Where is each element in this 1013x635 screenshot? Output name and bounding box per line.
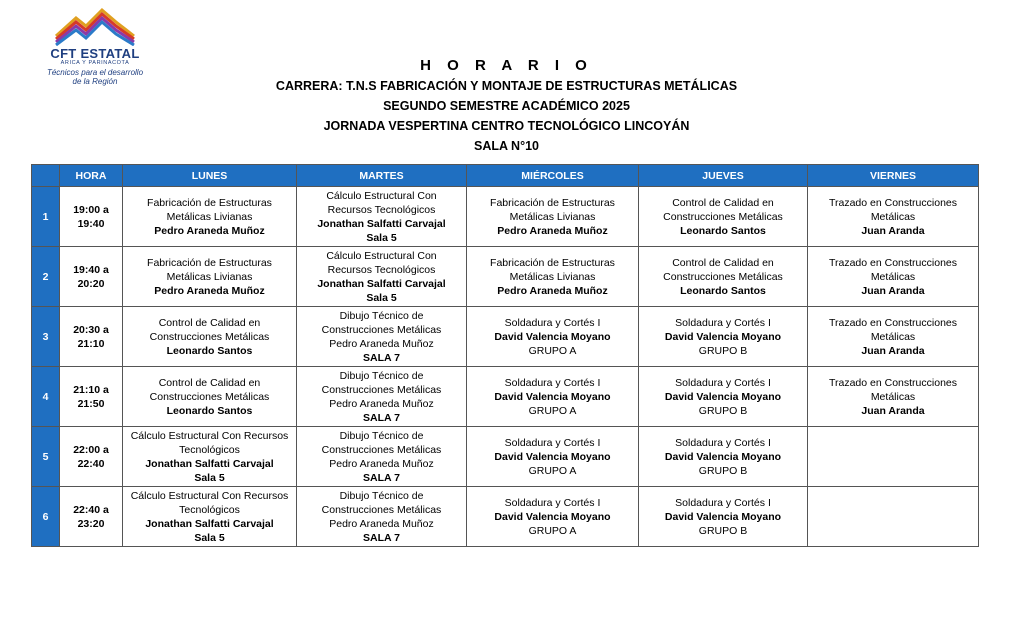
class-line: Pedro Araneda Muñoz (154, 284, 265, 297)
class-cell-lunes (123, 427, 297, 487)
class-line: Construcciones Metálicas (149, 330, 270, 343)
shift-title: JORNADA VESPERTINA CENTRO TECNOLÓGICO LINCOYÁN (323, 119, 690, 133)
class-line: Pedro Araneda Muñoz (329, 517, 434, 530)
class-line: Control de Calidad en (158, 316, 261, 329)
class-line: Control de Calidad en (672, 256, 774, 269)
class-line: Cálculo Estructural Con (326, 189, 437, 202)
header-cell-lunes: LUNES (123, 165, 297, 187)
class-line: Dibujo Técnico de (339, 489, 424, 502)
header-cell-jueves: JUEVES (639, 165, 808, 187)
class-line: Soldadura y Cortés I (675, 376, 771, 389)
class-cell-viernes (808, 487, 979, 547)
time-line: 22:40 a (73, 503, 109, 516)
class-line: Pedro Araneda Muñoz (329, 457, 434, 470)
class-cell-viernes (808, 367, 979, 427)
class-line: Fabricación de Estructuras (490, 256, 615, 269)
table-row (32, 307, 979, 367)
class-line: Jonathan Salfatti Carvajal (145, 457, 274, 470)
class-line: Soldadura y Cortés I (675, 316, 771, 329)
time-cell (60, 427, 123, 487)
class-cell-viernes (808, 187, 979, 247)
class-line: GRUPO A (528, 344, 577, 357)
class-cell-martes (297, 487, 467, 547)
career-title: CARRERA: T.N.S FABRICACIÓN Y MONTAJE DE ESTRUCTURAS METÁLICAS (275, 79, 738, 93)
class-line: Fabricación de Estructuras (147, 196, 272, 209)
class-line: Trazado en Construcciones (828, 376, 957, 389)
class-line: Metálicas Livianas (509, 210, 596, 223)
class-line: Recursos Tecnológicos (327, 203, 436, 216)
class-line: Trazado en Construcciones (828, 316, 957, 329)
header-cell-miercoles: MIÉRCOLES (467, 165, 639, 187)
class-line: Construcciones Metálicas (663, 210, 783, 223)
header-row (32, 165, 979, 187)
class-line: Juan Aranda (861, 404, 925, 417)
time-line: 22:40 (77, 457, 105, 470)
table-row (32, 367, 979, 427)
table-row (32, 187, 979, 247)
class-line: Sala 5 (366, 231, 397, 244)
class-line: Trazado en Construcciones (828, 256, 957, 269)
class-cell-martes (297, 187, 467, 247)
class-cell-viernes (808, 247, 979, 307)
class-line: GRUPO A (528, 464, 577, 477)
class-cell-lunes (123, 187, 297, 247)
class-line: Tecnológicos (179, 503, 240, 516)
class-line: Soldadura y Cortés I (504, 316, 601, 329)
class-line: Construcciones Metálicas (321, 323, 442, 336)
time-cell (60, 487, 123, 547)
class-cell-miercoles (467, 187, 639, 247)
class-line: David Valencia Moyano (494, 330, 611, 343)
class-cell-lunes (123, 247, 297, 307)
class-line: Fabricación de Estructuras (147, 256, 272, 269)
time-line: 22:00 a (73, 443, 109, 456)
logo-tagline-line: Técnicos para el desarrollo (46, 68, 144, 77)
class-line: GRUPO B (698, 404, 748, 417)
class-line: Metálicas Livianas (166, 270, 253, 283)
class-line: GRUPO B (698, 464, 748, 477)
class-line: Jonathan Salfatti Carvajal (145, 517, 274, 530)
row-number: 5 (32, 427, 60, 487)
class-line: David Valencia Moyano (494, 390, 611, 403)
time-line: 19:00 a (73, 203, 109, 216)
class-line: Leonardo Santos (166, 404, 253, 417)
class-cell-martes (297, 427, 467, 487)
class-line: Construcciones Metálicas (321, 443, 442, 456)
time-line: 19:40 a (73, 263, 109, 276)
class-line: SALA 7 (363, 531, 400, 544)
time-cell (60, 307, 123, 367)
time-line: 20:20 (77, 277, 105, 290)
class-line: Cálculo Estructural Con Recursos (130, 489, 289, 502)
page-title: H O R A R I O (420, 57, 593, 74)
class-line: SALA 7 (363, 471, 400, 484)
class-line: SALA 7 (363, 411, 400, 424)
class-line: Juan Aranda (861, 284, 925, 297)
class-cell-jueves (639, 307, 808, 367)
time-line: 21:10 a (73, 383, 109, 396)
class-cell-miercoles (467, 247, 639, 307)
class-line: Soldadura y Cortés I (504, 496, 601, 509)
class-cell-viernes (808, 307, 979, 367)
class-line: GRUPO A (528, 524, 577, 537)
header-cell-num (32, 165, 60, 187)
schedule-table (31, 164, 979, 547)
class-line: Construcciones Metálicas (149, 390, 270, 403)
class-line: Metálicas (870, 390, 916, 403)
class-cell-jueves (639, 247, 808, 307)
class-line: Pedro Araneda Muñoz (329, 337, 434, 350)
class-line: Construcciones Metálicas (321, 503, 442, 516)
class-line: Leonardo Santos (166, 344, 253, 357)
class-line: Sala 5 (366, 291, 397, 304)
class-cell-lunes (123, 307, 297, 367)
class-line: Metálicas Livianas (166, 210, 253, 223)
class-line: Control de Calidad en (672, 196, 774, 209)
row-number: 4 (32, 367, 60, 427)
class-cell-miercoles (467, 307, 639, 367)
class-line: Metálicas (870, 330, 916, 343)
class-cell-jueves (639, 427, 808, 487)
class-cell-jueves (639, 367, 808, 427)
time-line: 20:30 a (73, 323, 109, 336)
logo-region: ARICA Y PARINACOTA (60, 60, 130, 66)
class-line: Dibujo Técnico de (339, 429, 424, 442)
row-number: 1 (32, 187, 60, 247)
class-line: Soldadura y Cortés I (504, 436, 601, 449)
class-line: Metálicas (870, 270, 916, 283)
time-line: 19:40 (77, 217, 105, 230)
class-line: Control de Calidad en (158, 376, 261, 389)
class-line: Tecnológicos (179, 443, 240, 456)
class-line: David Valencia Moyano (664, 390, 782, 403)
class-line: Fabricación de Estructuras (490, 196, 615, 209)
class-line: GRUPO A (528, 404, 577, 417)
class-line: Soldadura y Cortés I (675, 436, 771, 449)
time-cell (60, 367, 123, 427)
class-cell-martes (297, 307, 467, 367)
mountains-icon (54, 6, 136, 46)
class-cell-miercoles (467, 487, 639, 547)
header-cell-viernes: VIERNES (808, 165, 979, 187)
time-cell (60, 247, 123, 307)
time-line: 21:50 (77, 397, 105, 410)
class-line: Sala 5 (194, 471, 225, 484)
class-cell-miercoles (467, 367, 639, 427)
class-line: David Valencia Moyano (664, 330, 782, 343)
class-line: Trazado en Construcciones (828, 196, 957, 209)
class-line: Pedro Araneda Muñoz (497, 284, 608, 297)
time-line: 21:10 (77, 337, 105, 350)
room-title: SALA N°10 (474, 139, 539, 153)
class-line: GRUPO B (698, 524, 748, 537)
class-line: David Valencia Moyano (494, 510, 611, 523)
class-cell-miercoles (467, 427, 639, 487)
class-line: Metálicas Livianas (509, 270, 596, 283)
class-line: Construcciones Metálicas (663, 270, 783, 283)
class-line: SALA 7 (363, 351, 400, 364)
class-line: Recursos Tecnológicos (327, 263, 436, 276)
class-line: Sala 5 (194, 531, 225, 544)
class-line: Cálculo Estructural Con Recursos (130, 429, 289, 442)
class-line: David Valencia Moyano (664, 510, 782, 523)
class-line: Jonathan Salfatti Carvajal (317, 217, 446, 230)
class-cell-lunes (123, 487, 297, 547)
class-line: Soldadura y Cortés I (504, 376, 601, 389)
class-line: Soldadura y Cortés I (675, 496, 771, 509)
class-cell-lunes (123, 367, 297, 427)
header-cell-martes: MARTES (297, 165, 467, 187)
time-cell (60, 187, 123, 247)
table-row (32, 427, 979, 487)
class-line: Leonardo Santos (680, 284, 766, 297)
class-line: Construcciones Metálicas (321, 383, 442, 396)
class-line: Jonathan Salfatti Carvajal (317, 277, 446, 290)
logo-tagline-line: de la Región (72, 77, 118, 86)
row-number: 2 (32, 247, 60, 307)
semester-title: SEGUNDO SEMESTRE ACADÉMICO 2025 (383, 99, 630, 113)
class-line: Dibujo Técnico de (339, 309, 424, 322)
class-line: Cálculo Estructural Con (326, 249, 437, 262)
class-line: David Valencia Moyano (494, 450, 611, 463)
class-line: Juan Aranda (861, 224, 925, 237)
class-line: Pedro Araneda Muñoz (329, 397, 434, 410)
time-line: 23:20 (77, 517, 105, 530)
class-line: GRUPO B (698, 344, 748, 357)
table-row (32, 487, 979, 547)
class-cell-viernes (808, 427, 979, 487)
class-line: Pedro Araneda Muñoz (497, 224, 608, 237)
class-cell-jueves (639, 187, 808, 247)
row-number: 3 (32, 307, 60, 367)
class-line: Juan Aranda (861, 344, 925, 357)
class-cell-jueves (639, 487, 808, 547)
class-line: Dibujo Técnico de (339, 369, 424, 382)
class-line: David Valencia Moyano (664, 450, 782, 463)
class-cell-martes (297, 367, 467, 427)
class-line: Pedro Araneda Muñoz (154, 224, 265, 237)
table-row (32, 247, 979, 307)
class-line: Metálicas (870, 210, 916, 223)
class-cell-martes (297, 247, 467, 307)
header-cell-hora: HORA (60, 165, 123, 187)
row-number: 6 (32, 487, 60, 547)
schedule-header (0, 56, 1013, 154)
class-line: Leonardo Santos (680, 224, 766, 237)
logo-name: CFT ESTATAL (50, 46, 140, 61)
